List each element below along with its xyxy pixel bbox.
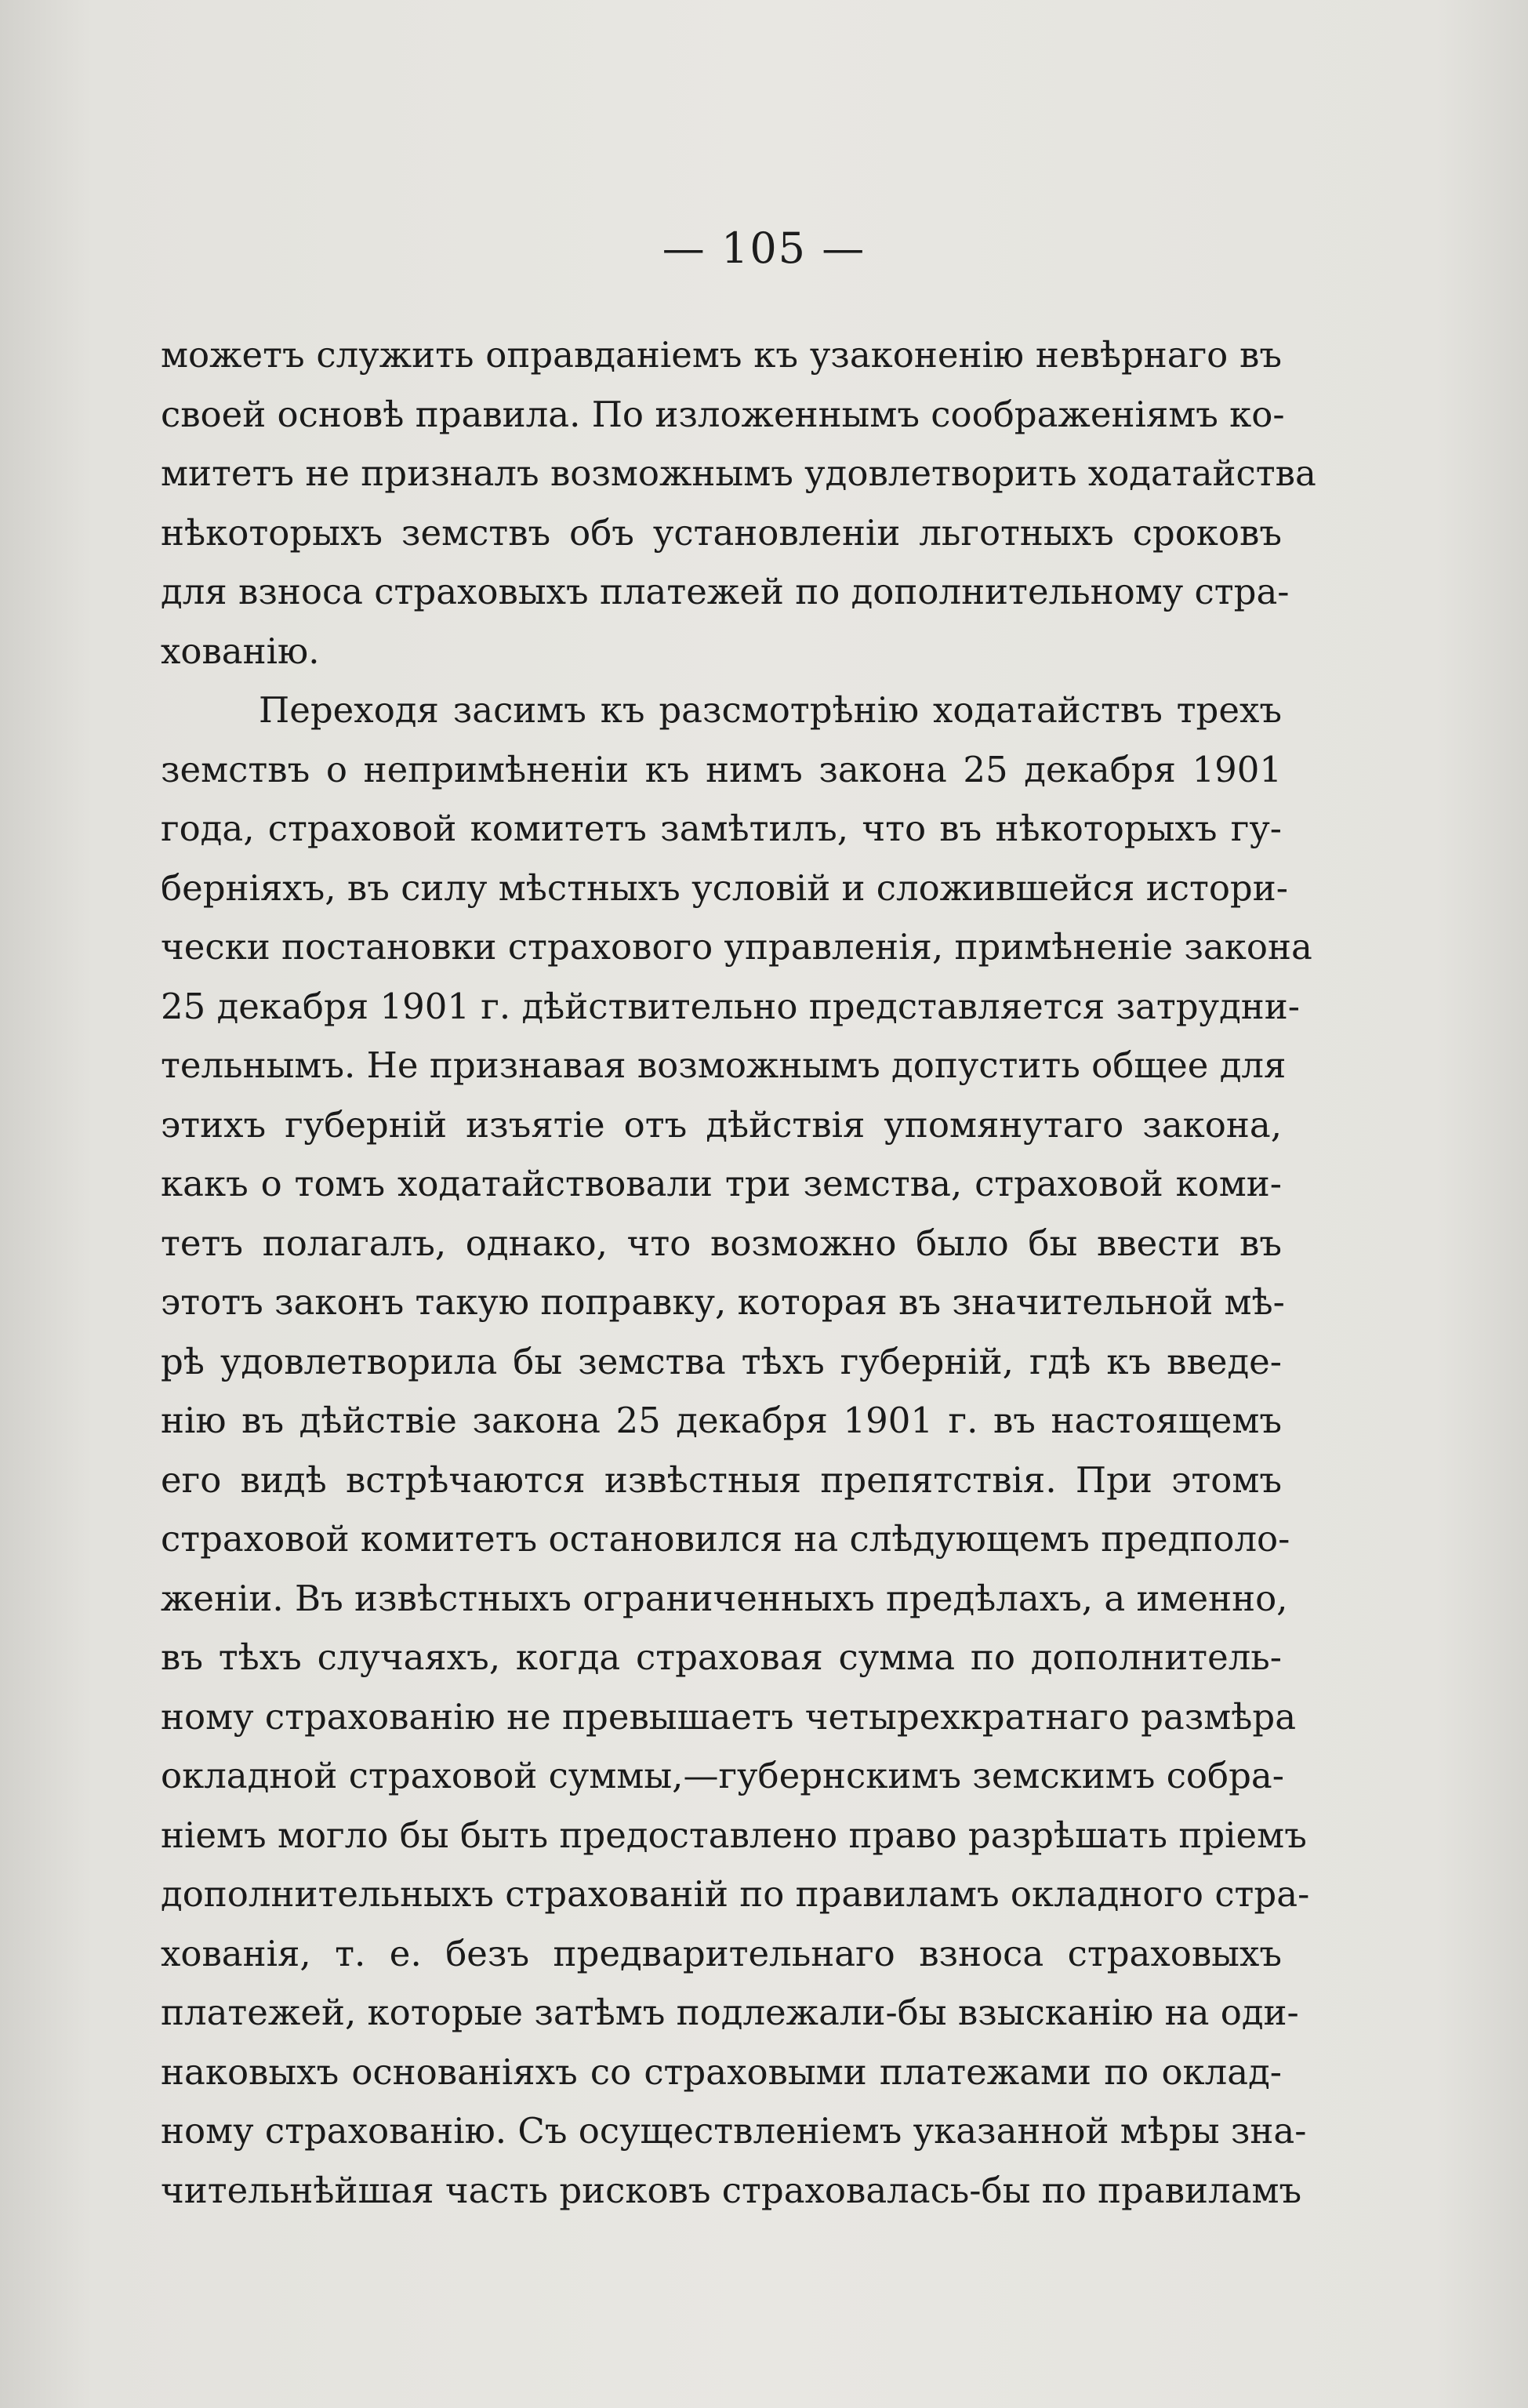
- text-line: страховой комитетъ остановился на слѣдующемъ предполо-: [161, 1518, 1290, 1560]
- text-line: года, страховой комитетъ замѣтилъ, что въ нѣкоторыхъ гу-: [161, 808, 1282, 849]
- text-line: хованія, т. е. безъ предварительнаго взноса страховыхъ: [161, 1932, 1282, 1974]
- text-line: окладной страховой суммы,—губернскимъ земскимъ собра-: [161, 1755, 1284, 1796]
- text-line: женіи. Въ извѣстныхъ ограниченныхъ предѣлахъ, а именно,: [161, 1577, 1288, 1619]
- text-line: рѣ удовлетворила бы земства тѣхъ губерній, гдѣ къ введе-: [161, 1340, 1282, 1382]
- text-line: хованію.: [161, 630, 320, 672]
- text-line: ному страхованію. Съ осуществленіемъ указанной мѣры зна-: [161, 2110, 1307, 2152]
- paragraph-2: [161, 681, 1312, 2220]
- text-line: ному страхованію не превышаетъ четырехкратнаго размѣра: [161, 1695, 1297, 1738]
- text-line: платежей, которые затѣмъ подлежали-бы взысканію на оди-: [161, 1992, 1299, 2033]
- text-line: дополнительныхъ страхованій по правиламъ окладного стра-: [161, 1873, 1310, 1915]
- text-line: нію въ дѣйствіе закона 25 декабря 1901 г. въ настоящемъ: [161, 1400, 1282, 1441]
- text-line: можетъ служить оправданіемъ къ узаконенію невѣрнаго въ: [161, 334, 1282, 376]
- text-line: земствъ о непримѣненіи къ нимъ закона 25 декабря 1901: [161, 748, 1282, 790]
- text-line: въ тѣхъ случаяхъ, когда страховая сумма по дополнитель-: [161, 1636, 1282, 1678]
- text-line: этотъ законъ такую поправку, которая въ значительной мѣ-: [161, 1281, 1285, 1323]
- text-line: ніемъ могло бы быть предоставлено право разрѣшать пріемъ: [161, 1814, 1307, 1856]
- text-line: тельнымъ. Не признавая возможнымъ допустить общее для: [161, 1044, 1287, 1086]
- text-line: митетъ не призналъ возможнымъ удовлетворить ходатайства: [161, 452, 1316, 494]
- text-line: берніяхъ, въ силу мѣстныхъ условій и сложившейся истори-: [161, 866, 1288, 909]
- page-text: [161, 325, 1316, 2220]
- text-line: чески постановки страхового управленія, примѣненіе закона: [161, 926, 1312, 968]
- text-line: 25 декабря 1901 г. дѣйствительно представляется затрудни-: [161, 985, 1300, 1027]
- text-line: этихъ губерній изъятіе отъ дѣйствія упомянутаго закона,: [161, 1103, 1282, 1146]
- text-line: Переходя засимъ къ разсмотрѣнію ходатайствъ трехъ: [259, 689, 1282, 731]
- text-line: своей основѣ правила. По изложеннымъ соображеніямъ ко-: [161, 393, 1285, 435]
- text-line: нѣкоторыхъ земствъ объ установленіи льготныхъ сроковъ: [161, 511, 1282, 554]
- text-line: для взноса страховыхъ платежей по дополнительному стра-: [161, 571, 1290, 612]
- paragraph-1: [161, 325, 1316, 681]
- text-line: его видѣ встрѣчаются извѣстныя препятствія. При этомъ: [161, 1458, 1282, 1501]
- text-line: какъ о томъ ходатайствовали три земства, страховой коми-: [161, 1163, 1282, 1204]
- text-line: наковыхъ основаніяхъ со страховыми платежами по оклад-: [161, 2050, 1282, 2093]
- text-line: чительнѣйшая часть рисковъ страховалась-бы по правиламъ: [161, 2169, 1302, 2211]
- text-line: тетъ полагалъ, однако, что возможно было бы ввести въ: [161, 1222, 1282, 1264]
- page-number: — 105 —: [662, 223, 866, 273]
